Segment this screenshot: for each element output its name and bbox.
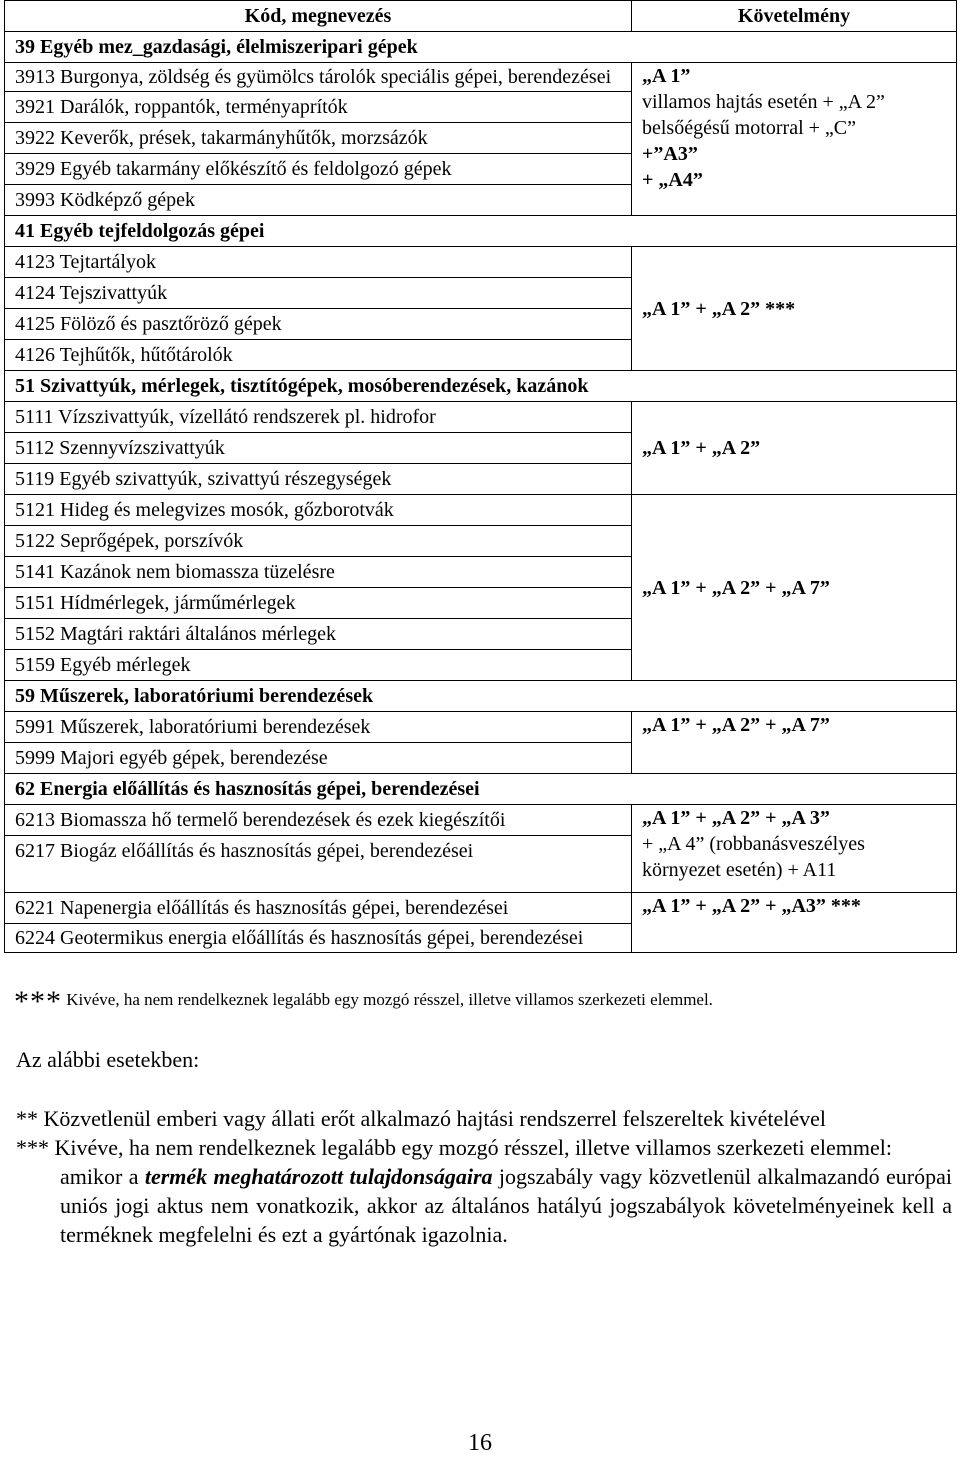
table-row (5, 247, 957, 278)
requirement-line: belsőégésű motorral + „C” (642, 117, 856, 139)
code-cell: 6221 Napenergia előállítás és hasznosítás gépei, berendezései (5, 893, 632, 924)
code-cell: 4124 Tejszivattyúk (5, 278, 632, 309)
footnote-body: amikor a termék meghatározott tulajdonságaira jogszabály vagy közvetlenül alkalmazandó európai uniós jogi aktus nem vonatkozik, akkor az általános hatályú jogszabályok követelményeinek kell a terméknek megfelelni és ezt a gyártónak igazolnia. (60, 1164, 953, 1247)
code-cell: 3993 Ködképző gépek (5, 185, 632, 216)
footnote-heading: *** Kivéve, ha nem rendelkeznek legalább egy mozgó résszel, illetve villamos szerkezeti elemmel: (16, 1135, 892, 1160)
group-heading: 62 Energia előállítás és hasznosítás gépei, berendezései (5, 774, 957, 805)
table-row (5, 402, 957, 433)
code-cell: 5151 Hídmérlegek, járműmérlegek (5, 588, 632, 619)
code-cell: 3913 Burgonya, zöldség és gyümölcs tárolók speciális gépei, berendezései (5, 63, 632, 92)
requirement-line: „A 1” + „A 2” (642, 437, 761, 459)
footnote-triple-asterisk (16, 1133, 952, 1249)
requirement-line: „A 1” (642, 65, 691, 87)
code-cell: 5122 Seprőgépek, porszívók (5, 526, 632, 557)
requirement-cell (632, 893, 957, 953)
table-row (5, 805, 957, 836)
code-cell: 5999 Majori egyéb gépek, berendezése (5, 743, 632, 774)
requirement-line: + „A 4” (robbanásveszélyes (642, 833, 865, 855)
page-number: 16 (468, 1430, 492, 1456)
note-text: Kivéve, ha nem rendelkeznek legalább egy mozgó résszel, illetve villamos szerkezeti elemmel. (66, 990, 713, 1009)
code-cell: 4126 Tejhűtők, hűtőtárolók (5, 340, 632, 371)
requirement-cell (632, 712, 957, 774)
requirement-cell (632, 247, 957, 371)
requirement-line: környezet esetén) + A11 (642, 859, 837, 881)
code-cell: 5141 Kazánok nem biomassza tüzelésre (5, 557, 632, 588)
emphasis: termék meghatározott tulajdonságaira (144, 1164, 493, 1189)
table-note (14, 985, 713, 1019)
requirement-cell (632, 63, 957, 216)
code-cell: 6217 Biogáz előállítás és hasznosítás gépei, berendezései (5, 836, 632, 893)
code-cell: 5119 Egyéb szivattyúk, szivattyú részegységek (5, 464, 632, 495)
header-code: Kód, megnevezés (5, 1, 632, 32)
group-heading: 41 Egyéb tejfeldolgozás gépei (5, 216, 957, 247)
requirement-line: „A 1” + „A 2” + „A 7” (642, 714, 830, 736)
table-row (5, 495, 957, 526)
table-row (5, 893, 957, 924)
requirements-table (4, 0, 957, 953)
group-heading: 59 Műszerek, laboratóriumi berendezések (5, 681, 957, 712)
requirement-cell (632, 805, 957, 893)
code-cell: 3922 Keverők, prések, takarmányhűtők, morzsázók (5, 123, 632, 154)
requirement-line: „A 1” + „A 2” *** (642, 297, 796, 320)
code-cell: 5991 Műszerek, laboratóriumi berendezések (5, 712, 632, 743)
table-row (5, 774, 957, 805)
code-cell: 3921 Darálók, roppantók, terményaprítók (5, 92, 632, 123)
code-cell: 4123 Tejtartályok (5, 247, 632, 278)
table-header-row (5, 1, 957, 32)
requirement-line: „A 1” + „A 2” + „A 3” (642, 807, 830, 829)
requirement-line: +”A3” (642, 143, 698, 165)
requirement-line: „A 1” + „A 2” + „A3” *** (642, 895, 861, 917)
requirement-cell (632, 495, 957, 681)
table-row (5, 712, 957, 743)
code-cell: 6213 Biomassza hő termelő berendezések és ezek kiegészítői (5, 805, 632, 836)
code-cell: 6224 Geotermikus energia előállítás és hasznosítás gépei, berendezései (5, 924, 632, 953)
table-row (5, 32, 957, 63)
table-row (5, 216, 957, 247)
code-cell: 5112 Szennyvízszivattyúk (5, 433, 632, 464)
table-row (5, 371, 957, 402)
code-cell: 3929 Egyéb takarmány előkészítő és feldolgozó gépek (5, 154, 632, 185)
footnote-double-asterisk: ** Közvetlenül emberi vagy állati erőt alkalmazó hajtási rendszerrel felszereltek kivételével (16, 1106, 826, 1131)
code-cell: 5121 Hideg és melegvizes mosók, gőzborotvák (5, 495, 632, 526)
code-cell: 5111 Vízszivattyúk, vízellátó rendszerek pl. hidrofor (5, 402, 632, 433)
requirement-line: villamos hajtás esetén + „A 2” (642, 91, 885, 113)
table-row (5, 681, 957, 712)
code-cell: 5152 Magtári raktári általános mérlegek (5, 619, 632, 650)
requirement-line: + „A4” (642, 169, 703, 191)
intro-text: Az alábbi esetekben: (16, 1047, 200, 1072)
asterisk-marker: *** (14, 985, 62, 1018)
requirement-line: „A 1” + „A 2” + „A 7” (642, 576, 830, 599)
header-requirement: Követelmény (632, 1, 957, 32)
table-row (5, 63, 957, 92)
code-cell: 5159 Egyéb mérlegek (5, 650, 632, 681)
group-heading: 51 Szivattyúk, mérlegek, tisztítógépek, mosóberendezések, kazánok (5, 371, 957, 402)
group-heading: 39 Egyéb mez_gazdasági, élelmiszeripari gépek (5, 32, 957, 63)
code-cell: 4125 Fölöző és pasztőröző gépek (5, 309, 632, 340)
requirement-cell (632, 402, 957, 495)
